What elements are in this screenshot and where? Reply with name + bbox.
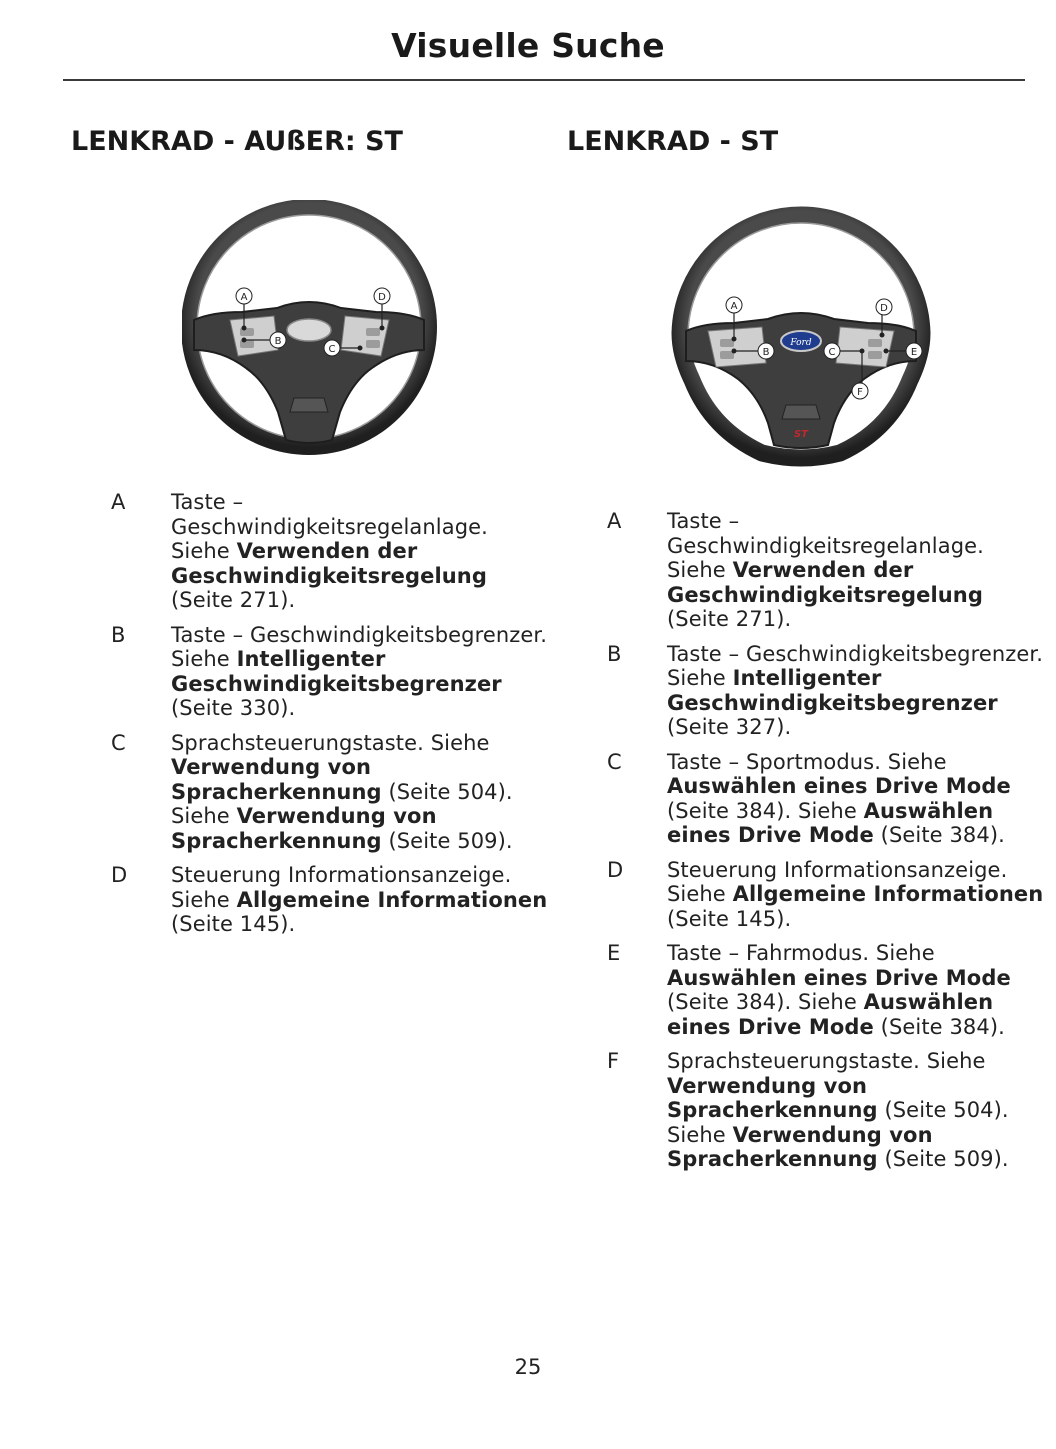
description-text: (Seite 384). [873,823,1005,847]
description-text: (Seite 509). [381,828,513,853]
cross-reference-link[interactable]: Auswählen eines Drive Mode [667,798,994,847]
cross-reference-link[interactable]: Auswählen eines Drive Mode [667,990,994,1039]
legend-item-key: F [607,1049,620,1073]
cross-reference-link[interactable]: Verwenden der Geschwindigkeitsregelung [171,539,487,588]
right-switch-panel [836,327,894,367]
steering-wheel-standard-illustration [182,200,437,455]
description-text: (Seite 509). [877,1147,1009,1171]
cross-reference-link[interactable]: Verwendung von Spracherkennung [667,1122,933,1171]
legend-item-key: B [607,641,622,666]
callout-b: B [274,336,282,347]
legend-item-description [171,863,551,937]
description-text: Taste – Sportmodus. Siehe [667,749,947,774]
callout-a: A [240,292,248,303]
legend-item-description [667,509,1047,632]
cross-reference-link[interactable]: Allgemeine Informationen [732,882,1044,906]
legend-item [607,509,1047,632]
legend-item-key: D [111,863,128,887]
cross-reference-link[interactable]: Intelligenter Geschwindigkeitsbegrenzer [667,666,998,715]
description-text: (Seite 384). Siehe [667,798,864,823]
legend-item-key: E [607,941,621,965]
cross-reference-link[interactable]: Verwendung von Spracherkennung [171,755,382,804]
lower-spoke-cutout [782,405,820,419]
legend-item-key: A [607,509,622,533]
description-text: Taste – Fahrmodus. Siehe [667,941,935,965]
legend-item-description [667,750,1047,848]
legend-item-key: C [111,730,126,755]
legend-item-key: D [607,857,624,882]
cross-reference-link[interactable]: Auswählen eines Drive Mode [667,965,1011,990]
description-text: (Seite 504). Siehe [171,779,513,828]
description-text: (Seite 504). Siehe [667,1098,1009,1147]
legend-item [607,1049,1047,1172]
description-text: (Seite 145). [171,912,296,936]
callout-b: B [762,347,770,358]
cross-reference-link[interactable]: Auswählen eines Drive Mode [667,774,1011,798]
cross-reference-link[interactable]: Verwendung von Spracherkennung [171,804,437,853]
callout-d: D [378,292,386,303]
legend-item-description [667,941,1047,1039]
legend-item-key: C [607,749,622,774]
st-badge: ST [793,429,809,440]
cross-reference-link[interactable]: Allgemeine Informationen [236,887,548,912]
description-text: Taste – Geschwindigkeitsregelanlage. Siehe [171,490,488,563]
callout-d: D [880,303,888,314]
lower-spoke-cutout [290,398,328,412]
title-divider [63,79,1025,81]
description-text: Steuerung Informationsanzeige. Siehe [667,857,1008,906]
legend-item [111,623,551,721]
description-text: (Seite 271). [667,607,792,631]
cross-reference-link[interactable]: Intelligenter Geschwindigkeitsbegrenzer [171,647,502,696]
section-heading-st: LENKRAD - ST [567,126,779,157]
description-text: Sprachsteuerungstaste. Siehe [171,730,490,755]
legend-list-standard [111,490,551,947]
description-text: (Seite 384). [873,1014,1005,1039]
legend-item-key: A [111,490,126,514]
callout-f: F [857,387,863,398]
legend-item [111,731,551,854]
section-heading-standard: LENKRAD - AUßER: ST [71,126,403,157]
cross-reference-link[interactable]: Verwenden der Geschwindigkeitsregelung [667,558,983,607]
legend-item-description [171,731,551,854]
legend-item-description [667,642,1047,740]
legend-item-key: B [111,622,126,647]
callout-c: C [328,344,336,355]
description-text: Taste – Geschwindigkeitsbegrenzer. Siehe [667,641,1044,690]
callout-a: A [730,301,738,312]
left-switch-panel [708,327,766,367]
description-text: (Seite 330). [171,696,296,720]
legend-item [607,941,1047,1039]
callout-e: E [910,347,918,358]
page-title: Visuelle Suche [391,26,665,65]
ford-logo-icon: Ford [790,338,812,348]
description-text: (Seite 327). [667,715,792,739]
legend-item-description [171,490,551,613]
steering-wheel-st-illustration [670,205,932,467]
legend-item-description [667,858,1047,932]
legend-item [111,490,551,613]
legend-item [111,863,551,937]
description-text: Steuerung Informationsanzeige. Siehe [171,863,512,912]
description-text: Taste – Geschwindigkeitsregelanlage. Siehe [667,509,984,582]
legend-list-st [607,509,1047,1182]
description-text: Taste – Geschwindigkeitsbegrenzer. Siehe [171,622,548,671]
description-text: Sprachsteuerungstaste. Siehe [667,1049,986,1073]
description-text: (Seite 384). Siehe [667,990,864,1014]
legend-item [607,642,1047,740]
description-text: (Seite 145). [667,906,792,931]
page-number: 25 [514,1355,542,1379]
callout-c: C [828,347,836,358]
legend-item-description [171,623,551,721]
cross-reference-link[interactable]: Verwendung von Spracherkennung [667,1073,878,1122]
legend-item [607,750,1047,848]
legend-item [607,858,1047,932]
legend-item-description [667,1049,1047,1172]
description-text: (Seite 271). [171,588,296,612]
ford-logo-badge [287,319,331,341]
